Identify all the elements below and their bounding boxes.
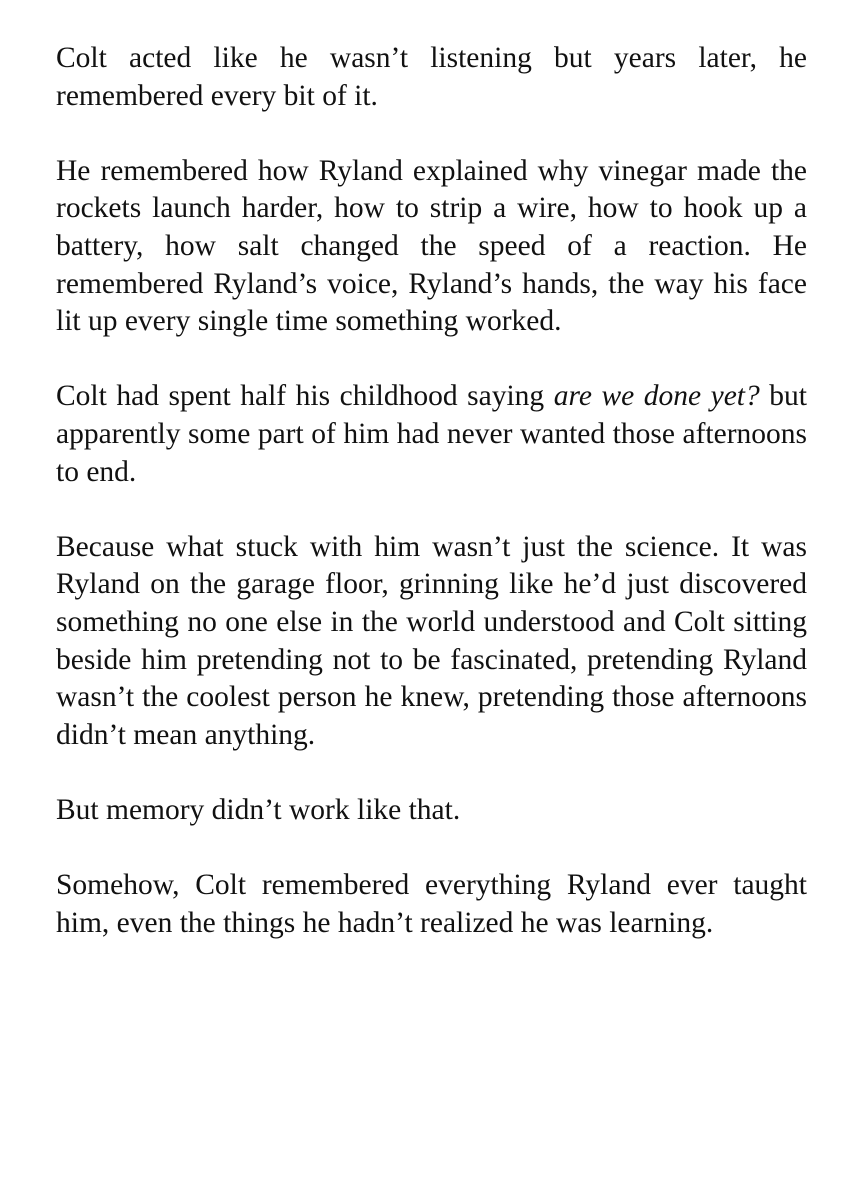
paragraph-4: Because what stuck with him wasn’t just the science. It was Ryland on the garage floor, grinning like he’d just discovered something no one else in the world understood and Colt sitting beside him pretending not to be fascinated, pretending Ryland wasn’t the coolest person he knew, pretending those afternoons didn’t mean anything.: [56, 530, 807, 751]
paragraph-3-after: but apparently some part of him had never wanted those afternoons to end.: [56, 380, 807, 488]
paragraph-6: Somehow, Colt remembered everything Ryland ever taught him, even the things he hadn’t realized he was learning.: [56, 869, 807, 939]
paragraph-3-italic: are we done yet?: [553, 380, 760, 413]
paragraph-2: He remembered how Ryland explained why vinegar made the rockets launch harder, how to strip a wire, how to hook up a battery, how salt changed the speed of a reaction. He remembered Ryland’s voice, Ryland’s hands, the way his face lit up every single time something worked.: [56, 154, 807, 338]
paragraph-1: Colt acted like he wasn’t listening but years later, he remembered every bit of it.: [56, 42, 807, 112]
paragraph-3: [56, 378, 807, 491]
paragraph-5: But memory didn’t work like that.: [56, 793, 461, 826]
paragraph-3-before: Colt had spent half his childhood saying: [56, 380, 554, 413]
